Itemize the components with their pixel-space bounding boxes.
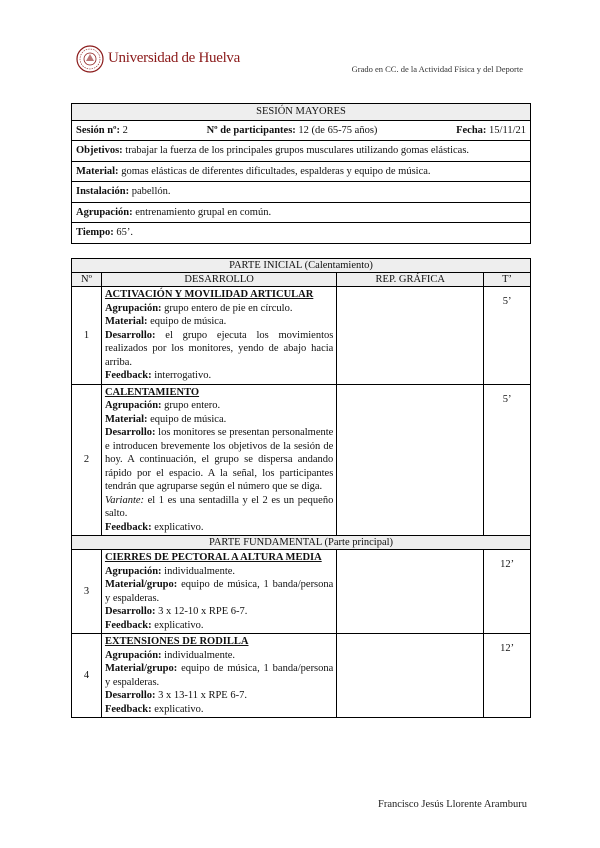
- exercise-time: 12’: [484, 550, 531, 634]
- exercise-title: EXTENSIONES DE RODILLA: [104, 636, 249, 647]
- participants: Nº de participantes: 12 (de 65-75 años): [206, 124, 378, 136]
- exercise-time: 12’: [484, 634, 531, 718]
- university-name: Universidad de Huelva: [108, 50, 240, 66]
- exercise-description: CALENTAMIENTO Agrupación: grupo entero. Material: equipo de música. Desarrollo: los monitores se presentan personalmente e introducen brevemente los objetivos de la sesión de hoy. A continuación, el grupo se dispersa andando rápido por el espacio. A la señal, los participantes tendrán que agruparse según el número que se diga. Variante: el 1 es una sentadilla y el 2 es un pequeño salto. Feedback: explicativo.: [101, 384, 336, 536]
- grouping: Agrupación: entrenamiento grupal en común.: [72, 202, 531, 223]
- exercise-description: ACTIVACIÓN Y MOVILIDAD ARTICULAR Agrupación: grupo entero de pie en círculo. Material: equipo de música. Desarrollo: el grupo ejecuta los movimientos realizados por los monitores, yendo de abajo hacia arriba. Feedback: interrogativo.: [101, 287, 336, 385]
- material: Material: gomas elásticas de diferentes dificultades, espalderas y equipo de música.: [72, 161, 531, 182]
- col-development-header: DESARROLLO: [101, 273, 336, 287]
- exercise-table: [71, 258, 531, 718]
- table-row: [72, 384, 531, 536]
- exercise-number: 2: [72, 384, 102, 536]
- objectives: Objetivos: trabajar la fuerza de los principales grupos musculares utilizando gomas elásticas.: [72, 141, 531, 162]
- exercise-title: ACTIVACIÓN Y MOVILIDAD ARTICULAR: [104, 289, 314, 300]
- graphic-cell: [337, 287, 484, 385]
- installation: Instalación: pabellón.: [72, 182, 531, 203]
- degree-name: Grado en CC. de la Actividad Física y del Deporte: [351, 64, 523, 74]
- col-number-header: Nº: [72, 273, 102, 287]
- session-info-table: [71, 103, 531, 244]
- session-date: Fecha: 15/11/21: [456, 124, 526, 136]
- university-seal-icon: [76, 45, 104, 73]
- session-title: SESIÓN MAYORES: [72, 104, 531, 121]
- exercise-time: 5’: [484, 287, 531, 385]
- exercise-description: EXTENSIONES DE RODILLA Agrupación: individualmente. Material/grupo: equipo de música, 1 banda/persona y espalderas. Desarrollo: 3 x 13-11 x RPE 6-7. Feedback: explicativo.: [101, 634, 336, 718]
- graphic-cell: [337, 384, 484, 536]
- exercise-title: CALENTAMIENTO: [104, 386, 200, 398]
- author-footer: Francisco Jesús Llorente Aramburu: [377, 799, 527, 810]
- exercise-title: CIERRES DE PECTORAL A ALTURA MEDIA: [104, 552, 322, 563]
- page-header: [0, 0, 600, 90]
- exercise-description: CIERRES DE PECTORAL A ALTURA MEDIA Agrupación: individualmente. Material/grupo: equipo de música, 1 banda/persona y espalderas. Desarrollo: 3 x 12-10 x RPE 6-7. Feedback: explicativo.: [101, 550, 336, 634]
- initial-part-title: PARTE INICIAL (Calentamiento): [72, 259, 531, 273]
- col-graphic-header: REP. GRÁFICA: [337, 273, 484, 287]
- exercise-number: 3: [72, 550, 102, 634]
- exercise-time: 5’: [484, 384, 531, 536]
- graphic-cell: [337, 634, 484, 718]
- time: Tiempo: 65’.: [72, 223, 531, 244]
- col-time-header: T’: [484, 273, 531, 287]
- table-row: [72, 550, 531, 634]
- graphic-cell: [337, 550, 484, 634]
- exercise-number: 1: [72, 287, 102, 385]
- exercise-number: 4: [72, 634, 102, 718]
- table-row: [72, 287, 531, 385]
- fundamental-part-title: PARTE FUNDAMENTAL (Parte principal): [72, 536, 531, 550]
- session-number: Sesión nº: 2: [76, 124, 128, 136]
- table-row: [72, 634, 531, 718]
